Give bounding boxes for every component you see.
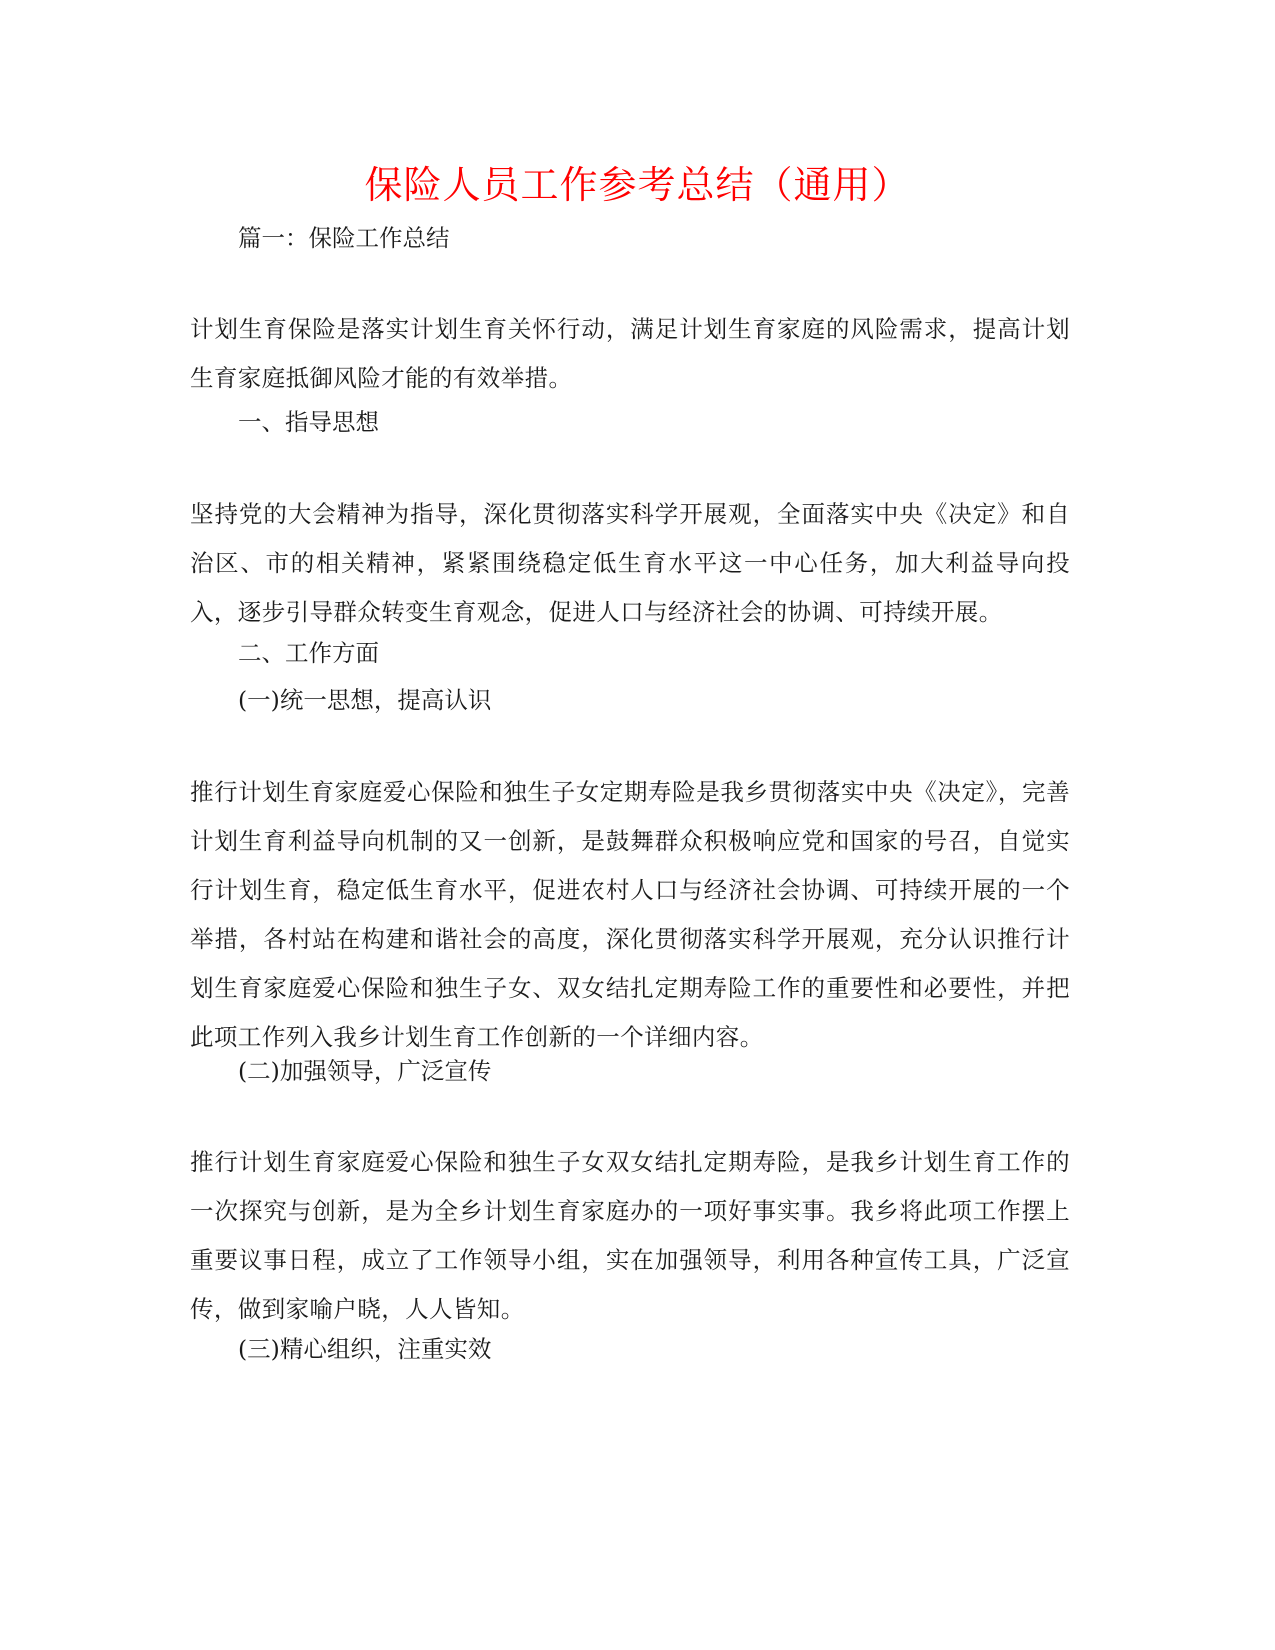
- heading-guiding-ideology: 一、指导思想: [238, 408, 379, 436]
- heading-sub-3: (三)精心组织，注重实效: [238, 1335, 492, 1363]
- document-title: 保险人员工作参考总结（通用）: [364, 163, 911, 207]
- paragraph-sub-1: 推行计划生育家庭爱心保险和独生子女定期寿险是我乡贯彻落实中央《决定》，完善计划生育利益导向机制的又一创新，是鼓舞群众积极响应党和国家的号召，自觉实行计划生育，稳定低生育水平，促进农村人口与经济社会协调、可持续开展的一个举措，各村站在构建和谐社会的高度，深化贯彻落实科学开展观，充分认识推行计划生育家庭爱心保险和独生子女、双女结扎定期寿险工作的重要性和必要性，并把此项工作列入我乡计划生育工作创新的一个详细内容。: [190, 778, 1070, 1051]
- heading-work-aspects: 二、工作方面: [238, 639, 379, 667]
- paragraph-intro: 计划生育保险是落实计划生育关怀行动，满足计划生育家庭的风险需求，提高计划生育家庭抵御风险才能的有效举措。: [190, 315, 1070, 392]
- section-subtitle: 篇一：保险工作总结: [238, 224, 450, 252]
- heading-sub-1: (一)统一思想，提高认识: [238, 686, 492, 714]
- heading-sub-2: (二)加强领导，广泛宣传: [238, 1057, 492, 1085]
- paragraph-guiding-ideology: 坚持党的大会精神为指导，深化贯彻落实科学开展观，全面落实中央《决定》和自治区、市的相关精神，紧紧围绕稳定低生育水平这一中心任务，加大利益导向投入，逐步引导群众转变生育观念，促进人口与经济社会的协调、可持续开展。: [190, 500, 1070, 626]
- paragraph-sub-2: 推行计划生育家庭爱心保险和独生子女双女结扎定期寿险，是我乡计划生育工作的一次探究与创新，是为全乡计划生育家庭办的一项好事实事。我乡将此项工作摆上重要议事日程，成立了工作领导小组，实在加强领导，利用各种宣传工具，广泛宣传，做到家喻户晓，人人皆知。: [190, 1148, 1070, 1323]
